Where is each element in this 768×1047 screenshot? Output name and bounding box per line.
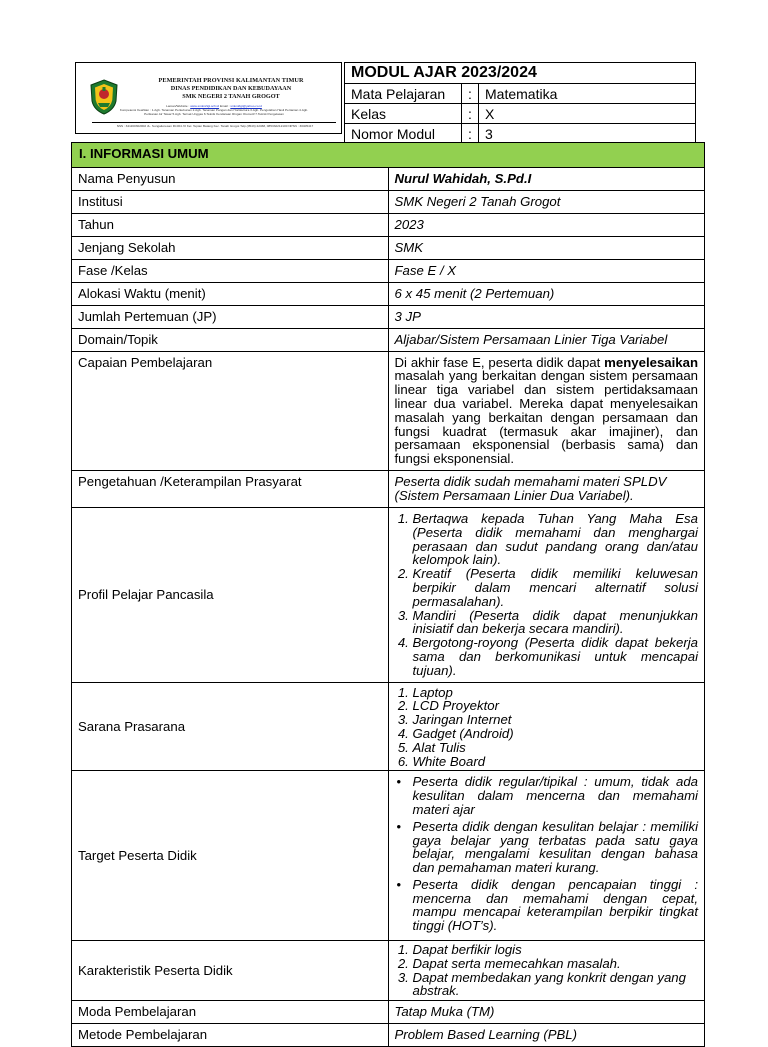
- module-row-label: Kelas: [345, 104, 462, 124]
- list-item: 1. Dapat berfikir logis: [413, 943, 699, 957]
- institution-value: SMK Negeri 2 Tanah Grogot: [388, 191, 705, 214]
- row-label: Fase /Kelas: [72, 259, 389, 282]
- row-school-level: [72, 237, 705, 260]
- letterhead-line-school: SMK NEGERI 2 TANAH GROGOT: [182, 93, 280, 100]
- row-label: Pengetahuan /Keterampilan Prasyarat: [72, 470, 389, 507]
- characteristics-list-cell: [388, 941, 705, 1001]
- email-link[interactable]: smkn2tgt@yahoo.co.id: [230, 104, 262, 108]
- list-item: 2. Dapat serta memecahkan masalah.: [413, 957, 699, 971]
- module-row-subject: [345, 84, 696, 104]
- letterhead-contact: [94, 104, 334, 117]
- characteristics-list: [395, 943, 699, 998]
- module-row-value: 3: [479, 124, 696, 144]
- prerequisites-value: Peserta didik sudah memahami materi SPLDV (Sistem Persamaan Linier Dua Variabel).: [388, 470, 705, 507]
- module-row-value: X: [479, 104, 696, 124]
- row-learning-method: [72, 1024, 705, 1047]
- row-pancasila-profile: [72, 507, 705, 682]
- row-domain: [72, 328, 705, 351]
- row-prerequisites: [72, 470, 705, 507]
- list-item: • Peserta didik regular/tipikal : umum, tidak ada kesulitan dalam mencerna dan memahami materi ajar: [413, 775, 699, 816]
- section-title: I. INFORMASI UMUM: [72, 143, 705, 168]
- target-students-list: [395, 775, 699, 933]
- row-year: [72, 214, 705, 237]
- learning-outcomes-value: [388, 351, 705, 470]
- competency-line-1: Kompetensi Keahlian : 1.Agb. Tanaman Perkebunan 2.Agb. Tanaman Pangan dan Hortikultura 3.Agb. Pengolahan Hasil Pertanian 4.Agb.: [119, 108, 309, 113]
- letterhead: [75, 62, 342, 134]
- letterhead-line-department: DINAS PENDIDIKAN DAN KEBUDAYAAN: [170, 85, 292, 92]
- learning-method-value: Problem Based Learning (PBL): [388, 1024, 705, 1047]
- list-item: 1. Bertaqwa kepada Tuhan Yang Maha Esa (Peserta didik memahami dan menghargai perasaan dan sudut pandang orang dan/atau kelompok lain).: [413, 512, 699, 567]
- website-link[interactable]: www.smkn2tgt.sch.id: [190, 104, 220, 108]
- row-label: Metode Pembelajaran: [72, 1024, 389, 1047]
- row-phase: [72, 259, 705, 282]
- website-label: Laman/Website :: [166, 104, 190, 108]
- list-item: 3. Dapat membedakan yang konkrit dengan yang abstrak.: [413, 971, 699, 999]
- outcome-text-end: masalah yang berkaitan dengan sistem persamaan linear tiga variabel dan sistem pertidaksamaan linear dua variabel. Mereka dapat menyelesaikan masalah yang berkaitan dengan persamaan dan fungsi kuadrat (termasuk akar imajiner), dan persamaan eksponensial (berbasis sama) dan fungsi eksponensial.: [394, 368, 698, 467]
- row-label: Nama Penyusun: [72, 168, 389, 191]
- letterhead-address: NSS : 341160302002 JL. Sungaitoresan Rt.004 /O Kel. Tepian Batang Kec. Tanah Grogot Telp.(0543) 22468, 085332212100 NPSN : 30405417: [116, 124, 314, 128]
- row-label: Sarana Prasarana: [72, 682, 389, 771]
- letterhead-text: [126, 77, 336, 101]
- row-institution: [72, 191, 705, 214]
- row-learning-outcomes: [72, 351, 705, 470]
- list-item: • Peserta didik dengan kesulitan belajar : memiliki gaya belajar yang terbatas pada satu gaya belajar, mengalami kesulitan dengan bahasa dan pemahaman materi kurang.: [413, 820, 699, 875]
- domain-value: Aljabar/Sistem Persamaan Linier Tiga Variabel: [388, 328, 705, 351]
- row-time-allocation: [72, 282, 705, 305]
- row-label: Karakteristik Peserta Didik: [72, 941, 389, 1001]
- module-info-table: [344, 62, 696, 144]
- module-row-colon: :: [462, 124, 479, 144]
- school-level-value: SMK: [388, 237, 705, 260]
- list-item: 5. Alat Tulis: [413, 741, 699, 755]
- list-item: 4. Bergotong-royong (Peserta didik dapat bekerja sama dan berkomunikasi untuk mencapai tujuan).: [413, 636, 699, 677]
- list-item: 2. LCD Proyektor: [413, 699, 699, 713]
- email-label: Email :: [219, 104, 230, 108]
- list-item: 2. Kreatif (Peserta didik memiliki keluwesan berpikir dalam mencari alternatif solusi permasalahan).: [413, 567, 699, 608]
- row-meetings: [72, 305, 705, 328]
- outcome-text-emphasis: menyelesaikan: [604, 354, 698, 370]
- list-item: 1. Laptop: [413, 686, 699, 700]
- time-allocation-value: 6 x 45 menit (2 Pertemuan): [388, 282, 705, 305]
- facilities-list-cell: [388, 682, 705, 771]
- phase-value: Fase E / X: [388, 259, 705, 282]
- outcome-text-start: Di akhir fase E, peserta didik dapat: [394, 354, 605, 370]
- competency-line-2: Perikanan Air Tawar 5.Agb. Ternak Unggas 6.Teknik Kendaraan Ringan Otomotif 7.Teknik Pengelasan: [144, 112, 284, 117]
- meetings-value: 3 JP: [388, 305, 705, 328]
- pancasila-profile-list: [395, 512, 699, 678]
- row-target-students: [72, 771, 705, 941]
- module-row-value: Matematika: [479, 84, 696, 104]
- row-label: Alokasi Waktu (menit): [72, 282, 389, 305]
- row-label: Institusi: [72, 191, 389, 214]
- module-row-class: [345, 104, 696, 124]
- year-value: 2023: [388, 214, 705, 237]
- row-label: Domain/Topik: [72, 328, 389, 351]
- module-row-label: Mata Pelajaran: [345, 84, 462, 104]
- module-title: MODUL AJAR 2023/2024: [345, 63, 696, 84]
- row-label: Tahun: [72, 214, 389, 237]
- general-information-table: [71, 142, 705, 1047]
- list-item: 3. Jaringan Internet: [413, 713, 699, 727]
- target-students-list-cell: [388, 771, 705, 941]
- module-row-label: Nomor Modul: [345, 124, 462, 144]
- row-label: Moda Pembelajaran: [72, 1001, 389, 1024]
- list-item: 3. Mandiri (Peserta didik dapat menunjukkan inisiatif dan bekerja secara mandiri).: [413, 609, 699, 637]
- list-item: 6. White Board: [413, 755, 699, 769]
- list-item: 4. Gadget (Android): [413, 727, 699, 741]
- letterhead-line-province: PEMERINTAH PROVINSI KALIMANTAN TIMUR: [158, 77, 304, 84]
- module-row-colon: :: [462, 84, 479, 104]
- module-row-number: [345, 124, 696, 144]
- row-student-characteristics: [72, 941, 705, 1001]
- row-facilities: [72, 682, 705, 771]
- row-label: Capaian Pembelajaran: [72, 351, 389, 470]
- facilities-list: [395, 686, 699, 769]
- row-label: Jumlah Pertemuan (JP): [72, 305, 389, 328]
- author-name: Nurul Wahidah, S.Pd.I: [388, 168, 705, 191]
- row-author: [72, 168, 705, 191]
- row-learning-mode: [72, 1001, 705, 1024]
- letterhead-divider: [92, 122, 336, 123]
- row-label: Jenjang Sekolah: [72, 237, 389, 260]
- module-row-colon: :: [462, 104, 479, 124]
- row-label: Profil Pelajar Pancasila: [72, 507, 389, 682]
- learning-mode-value: Tatap Muka (TM): [388, 1001, 705, 1024]
- list-item: • Peserta didik dengan pencapaian tinggi : mencerna dan memahami dengan cepat, mampu mencapai keterampilan berpikir tingkat tinggi (HOT’s).: [413, 878, 699, 933]
- pancasila-profile-list-cell: [388, 507, 705, 682]
- row-label: Target Peserta Didik: [72, 771, 389, 941]
